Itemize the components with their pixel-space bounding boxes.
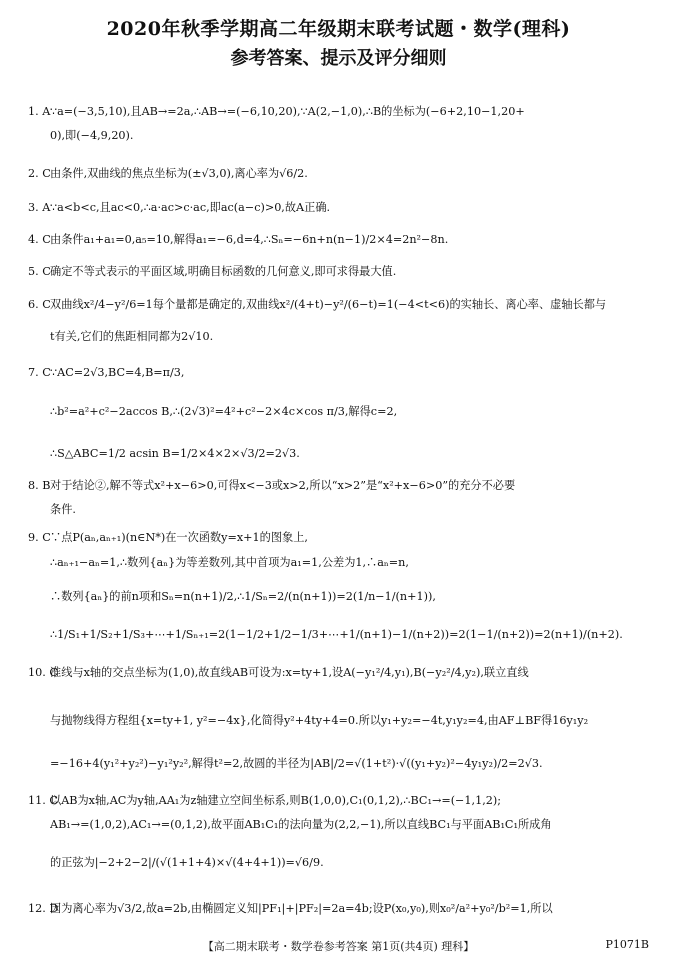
document-subtitle: 参考答案、提示及评分细则: [230, 48, 447, 69]
answer-text: AB₁→=(1,0,2),AC₁→=(0,1,2),故平面AB₁C₁的法向量为(2,2,−1),所以直线BC₁与平面AB₁C₁所成角: [50, 818, 552, 831]
answer-text: ∴1/S₁+1/S₂+1/S₃+⋯+1/Sₙ₊₁=2(1−1/2+1/2−1/3+⋯+1/(n+1)−1/(n+2))=2(1−1/(n+2))=2(n+1)/(n+2).: [50, 628, 623, 641]
answer-text: 因为离心率为√3/2,故a=2b,由椭圆定义知|PF₁|+|PF₂|=2a=4b;设P(x₀,y₀),则x₀²/a²+y₀²/b²=1,所以: [50, 902, 553, 915]
answer-text: ∵a=(−3,5,10),且AB→=2a,∴AB→=(−6,10,20),∵A(2,−1,0),∴B的坐标为(−6+2,10−1,20+: [50, 105, 525, 118]
answer-number: 4. C: [28, 233, 51, 246]
answer-text: 由条件,双曲线的焦点坐标为(±√3,0),离心率为√6/2.: [50, 167, 308, 180]
footer-code: P1071B: [605, 938, 649, 951]
answer-number: 6. C: [28, 298, 51, 311]
answer-line: [28, 265, 653, 279]
answer-number: 1. A: [28, 105, 51, 118]
document-title: 2020年秋季学期高二年级期末联考试题・数学(理科): [106, 18, 571, 40]
answer-number: 8. B: [28, 479, 51, 492]
answer-text: ∵a<b<c,且ac<0,∴a·ac>c·ac,即ac(a−c)>0,故A正确.: [50, 201, 331, 214]
answer-number: 7. C: [28, 366, 51, 379]
answer-line: [28, 105, 653, 119]
answer-line: [50, 714, 675, 728]
answer-line: [28, 233, 653, 247]
answer-text: ∴数列{aₙ}的前n项和Sₙ=n(n+1)/2,∴1/Sₙ=2/(n(n+1))=2(1/n−1/(n+1)),: [50, 590, 436, 603]
answer-line: [28, 902, 653, 916]
answer-line: [50, 757, 675, 771]
answer-line: [28, 298, 653, 312]
answer-text: 0),即(−4,9,20).: [50, 129, 134, 142]
answer-line: [50, 503, 675, 517]
answer-text: ∵AC=2√3,BC=4,B=π/3,: [50, 366, 185, 379]
answer-text: ∵点P(aₙ,aₙ₊₁)(n∈N*)在一次函数y=x+1的图象上,: [50, 531, 308, 544]
answer-text: ∴b²=a²+c²−2accos B,∴(2√3)²=4²+c²−2×4c×cos π/3,解得c=2,: [50, 405, 398, 418]
answer-line: [28, 531, 653, 545]
answer-line: [28, 794, 653, 808]
answer-number: 2. C: [28, 167, 51, 180]
answer-text: ∴S△ABC=1/2 acsin B=1/2×4×2×√3/2=2√3.: [50, 447, 300, 460]
answer-text: 条件.: [50, 503, 76, 516]
answer-line: [50, 556, 675, 570]
answer-text: =−16+4(y₁²+y₂²)−y₁²y₂²,解得t²=2,故圆的半径为|AB|/2=√(1+t²)·√((y₁+y₂)²−4y₁y₂)/2=2√3.: [50, 757, 543, 770]
answer-line: [50, 628, 675, 642]
answer-line: [50, 856, 675, 870]
answer-text: 双曲线x²/4−y²/6=1每个量都是确定的,双曲线x²/(4+t)−y²/(6−t)=1(−4<t<6)的实轴长、离心率、虚轴长都与: [50, 298, 607, 311]
answer-line: [28, 167, 653, 181]
answer-line: [28, 666, 653, 680]
answer-number: 12. D: [28, 902, 59, 915]
answer-line: [50, 405, 675, 419]
answer-line: [50, 330, 675, 344]
answer-text: 确定不等式表示的平面区域,明确目标函数的几何意义,即可求得最大值.: [50, 265, 397, 278]
footer-text: 【高二期末联考・数学卷参考答案 第1页(共4页) 理科】: [202, 940, 475, 953]
answer-line: [50, 447, 675, 461]
answer-text: 的正弦为|−2+2−2|/(√(1+1+4)×√(4+4+1))=√6/9.: [50, 856, 324, 869]
answer-number: 10. C: [28, 666, 58, 679]
answer-text: 对于结论②,解不等式x²+x−6>0,可得x<−3或x>2,所以“x>2”是“x²+x−6>0”的充分不必要: [50, 479, 516, 492]
answer-line: [50, 590, 675, 604]
answer-text: 准线与x轴的交点坐标为(1,0),故直线AB可设为:x=ty+1,设A(−y₁²/4,y₁),B(−y₂²/4,y₂),联立直线: [50, 666, 529, 679]
answer-text: ∴aₙ₊₁−aₙ=1,∴数列{aₙ}为等差数列,其中首项为a₁=1,公差为1,∴aₙ=n,: [50, 556, 409, 569]
answer-number: 3. A: [28, 201, 51, 214]
answer-number: 9. C: [28, 531, 51, 544]
answer-number: 11. C: [28, 794, 58, 807]
answer-line: [28, 201, 653, 215]
answer-text: 与抛物线得方程组{x=ty+1, y²=−4x},化简得y²+4ty+4=0.所以y₁+y₂=−4t,y₁y₂=4,由AF⊥BF得16y₁y₂: [50, 714, 589, 727]
answer-text: 由条件a₁+a₁=0,a₅=10,解得a₁=−6,d=4,∴Sₙ=−6n+n(n−1)/2×4=2n²−8n.: [50, 233, 449, 246]
answer-line: [50, 129, 675, 143]
answer-line: [28, 366, 653, 380]
answer-line: [50, 818, 675, 832]
answer-text: t有关,它们的焦距相同都为2√10.: [50, 330, 214, 343]
answer-text: 以AB为x轴,AC为y轴,AA₁为z轴建立空间坐标系,则B(1,0,0),C₁(0,1,2),∴BC₁→=(−1,1,2);: [50, 794, 502, 807]
answer-line: [28, 479, 653, 493]
answer-number: 5. C: [28, 265, 51, 278]
